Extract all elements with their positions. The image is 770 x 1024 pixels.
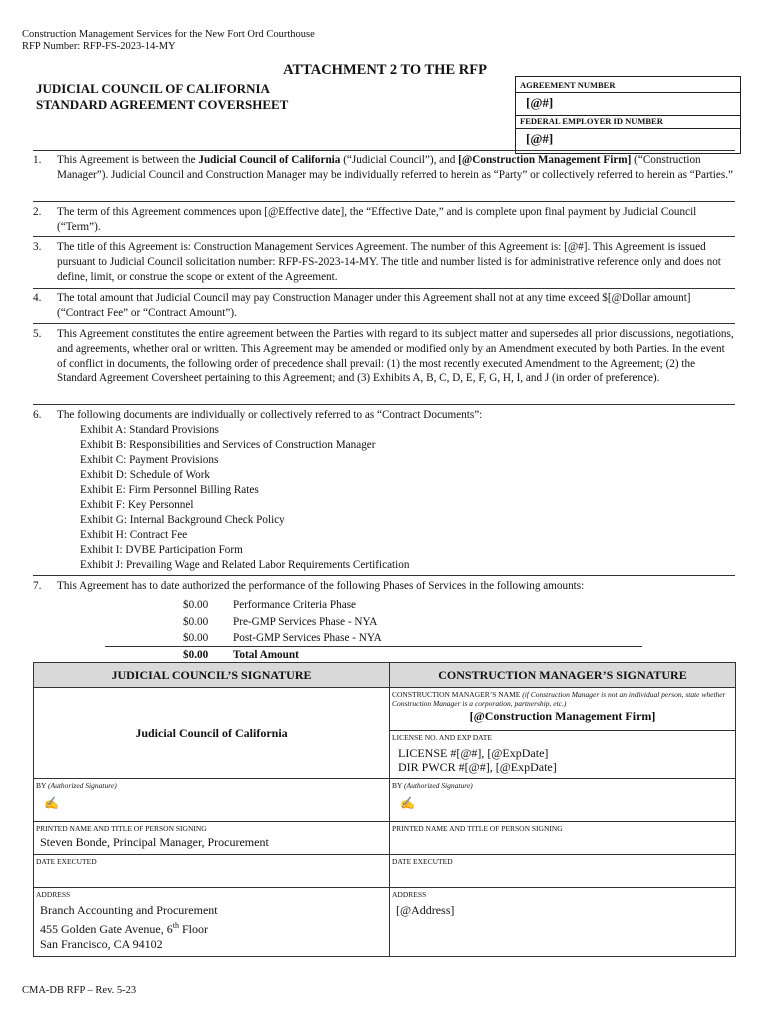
total-label: Total Amount — [233, 649, 299, 661]
cm-address-field[interactable]: [@Address] — [396, 903, 455, 917]
cm-firm-field[interactable]: [@Construction Management Firm] — [458, 154, 632, 166]
page-title: ATTACHMENT 2 TO THE RFP — [283, 62, 487, 78]
exhibit-f: Exhibit F: Key Personnel — [80, 499, 194, 511]
clause-6: 6. The following documents are individually or collectively referred to as “Contract Documents”: — [33, 409, 483, 421]
cm-printed-name-field[interactable] — [390, 833, 735, 837]
exhibit-a: Exhibit A: Standard Provisions — [80, 424, 219, 436]
council-title: JUDICIAL COUNCIL OF CALIFORNIA — [36, 81, 270, 96]
clause-7: 7. This Agreement has to date authorized the performance of the following Phases of Services in the following amounts: — [33, 580, 585, 592]
cm-name-field[interactable]: [@Construction Management Firm] — [469, 709, 656, 723]
phase-name: Pre-GMP Services Phase - NYA — [233, 616, 378, 628]
total-amount: $0.00 — [183, 649, 209, 661]
cm-signature-header: CONSTRUCTION MANAGER’S SIGNATURE — [390, 663, 736, 688]
exhibit-h: Exhibit H: Contract Fee — [80, 529, 188, 541]
fein-label: FEDERAL EMPLOYER ID NUMBER — [520, 116, 663, 126]
jc-date-field[interactable] — [34, 866, 389, 870]
exhibit-c: Exhibit C: Payment Provisions — [80, 454, 219, 466]
signature-table: JUDICIAL COUNCIL’S SIGNATURE CONSTRUCTION MANAGER’S SIGNATURE Judicial Council of California CONSTRUCTION MANAGER’S NAME (if Construction Manager is not an individual person, state whether Construction Manager is a corporation, partnership, etc.) [@Construction Management Firm] LICENSE NO. AND EXP DATE LICENSE #[@#], [@ExpDate] DIR PWCR #[@#], [@ExpDate] BY (Authorized Signature) ✍ BY (Authorized Signature) ✍ PRINTED NAME AND TITLE OF PERSON SIGNING Steven Bonde, Principal Manager, Procurement PRINTED NAME AND TITLE OF PERSON SIGNING DATE EXECUTED DATE EXECUTED ADDRESS Branch Accounting and Procurement 455 Golden Gate Avenue, 6th Floor San Francisco, CA 94102 ADDRESS [@Address] — [33, 662, 736, 957]
fein-field[interactable]: [@#] — [526, 131, 554, 146]
exhibit-g: Exhibit G: Internal Background Check Policy — [80, 514, 285, 526]
exhibit-b: Exhibit B: Responsibilities and Services of Construction Manager — [80, 439, 376, 451]
jc-address: Branch Accounting and Procurement 455 Golden Gate Avenue, 6th Floor San Francisco, CA 94102 — [40, 903, 218, 951]
license-field[interactable]: LICENSE #[@#], [@ExpDate] DIR PWCR #[@#], [@ExpDate] — [398, 746, 557, 775]
exhibit-e: Exhibit E: Firm Personnel Billing Rates — [80, 484, 259, 496]
cm-sign-icon[interactable]: ✍ — [400, 796, 415, 810]
phase-amount[interactable]: $0.00 — [183, 616, 209, 628]
clause-3: 3. The title of this Agreement is: Construction Management Services Agreement. The number of this Agreement is: [@#]. This Agreement is issued pursuant to Judicial Council solicitation number: RFP-FS-2023-14-MY. The title and number listed is for administrative reference only and does not define, limit, or construe the scope or extent of the Agreement. — [33, 241, 721, 283]
coversheet-title: STANDARD AGREEMENT COVERSHEET — [36, 97, 289, 112]
footer: CMA-DB RFP – Rev. 5-23 — [22, 985, 137, 996]
header-rfp-number: RFP Number: RFP-FS-2023-14-MY — [22, 41, 176, 52]
jc-sign-icon[interactable]: ✍ — [44, 796, 59, 810]
cm-date-field[interactable] — [390, 866, 735, 870]
jc-signature-header: JUDICIAL COUNCIL’S SIGNATURE — [34, 663, 390, 688]
header-project: Construction Management Services for the New Fort Ord Courthouse — [22, 29, 315, 40]
clause-2: 2. The term of this Agreement commences upon [@Effective date], the “Effective Date,” and is complete upon final payment by Judicial Council (“Term”). — [33, 206, 697, 233]
clause-1: 1. This Agreement is between the Judicial Council of California (“Judicial Council”), and [@Construction Management Firm] (“Construction Manager”). Judicial Council and Construction Manager may be individually referred to herein as “Party” or collectively referred to herein as “Parties.” — [33, 154, 733, 181]
clause-5: 5. This Agreement constitutes the entire agreement between the Parties with regard to its subject matter and supersedes all prior discussions, negotiations, and agreements, whether oral or written. This Agreement may be amended or modified only by an Amendment executed by both Parties. In the event of conflict in documents, the following order of precedence shall prevail: (1) the most recently executed Amendment to the Agreement; (2) the Standard Agreement Coversheet pertaining to this Agreement; and (3) Exhibits A, B, C, D, E, F, G, H, I, and J (in order of preference). — [33, 328, 734, 385]
phase-amount[interactable]: $0.00 — [183, 632, 209, 644]
phase-amount[interactable]: $0.00 — [183, 599, 209, 611]
jc-name: Judicial Council of California — [34, 688, 390, 779]
exhibit-j: Exhibit J: Prevailing Wage and Related Labor Requirements Certification — [80, 559, 410, 571]
agreement-number-label: AGREEMENT NUMBER — [520, 80, 616, 90]
phase-name: Post-GMP Services Phase - NYA — [233, 632, 382, 644]
clause-4: 4. The total amount that Judicial Council may pay Construction Manager under this Agreement shall not at any time exceed $[@Dollar amount] (“Contract Fee” or “Contract Amount”). — [33, 292, 691, 319]
jc-printed-name: Steven Bonde, Principal Manager, Procurement — [40, 835, 269, 849]
phase-name: Performance Criteria Phase — [233, 599, 357, 611]
agreement-number-field[interactable]: [@#] — [526, 95, 554, 110]
agreement-number-box — [515, 76, 741, 154]
exhibit-i: Exhibit I: DVBE Participation Form — [80, 544, 243, 556]
exhibit-d: Exhibit D: Schedule of Work — [80, 469, 211, 481]
